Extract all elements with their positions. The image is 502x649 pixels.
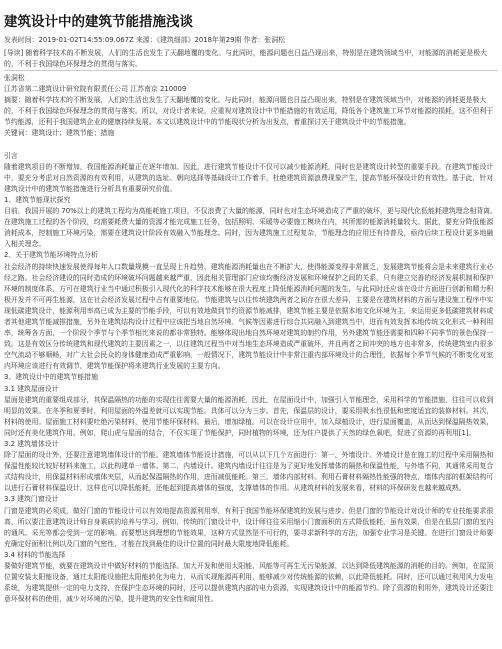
abstract-paragraph: 摘要：随着科学技术的不断发展，人们的生活也发生了天翻地覆的变化。与此同时，能源问题也日益凸现出来，特别是在建筑领域当中，对能源的消耗更是极大的，不利于我国绿色环保理念的贯彻与落实。所以，对设计者来说，应重视对建筑设计中节能措施的有效运用，降低各个建筑施工环节对能源的损耗，这不但利于节约能源，还利于我国建筑企业的健康持续发展。本文以建筑设计中的节能现状分析为出发点，着重探讨关于建筑设计中的节能措施。: [4, 96, 494, 127]
section-heading: 引言: [4, 151, 18, 160]
subsection-heading: 3.1 建筑屋面设计: [4, 384, 59, 393]
author-name: 张洞松: [4, 74, 25, 82]
article-title: 建筑设计中的建筑节能措施浅谈: [4, 14, 193, 30]
section-heading: 3、建筑设计中的建筑节能措施: [4, 373, 98, 382]
subsection-heading: 3.3 建筑门窗设计: [4, 495, 59, 504]
author-affiliation: 江苏省第二建筑设计研究院有限责任公司 江苏南京 210009: [4, 85, 187, 94]
subsection-heading: 3.4 材料的节能选择: [4, 550, 66, 559]
body-paragraph: 目前，我国开展的 70%以上的建筑工程均为高能耗施工项目，不仅浪费了大量的能源，同时也对生态环境造成了严重的破坏，更与现代化低能耗建筑理念相背离。在建筑施工过程的各个阶段，均需要耗费大量的资源才能完成施工任务，包括照明、采暖等必要施工模块在内，其所需的能源消耗量较大。据此，要充分降低能源消耗成本，控制施工环境污染，需要在建筑设计阶段有效融入节能理念。同时，因为建筑施工过程复杂，节能理念的应用还有待普及，亟待后续工程设计更多地融入相关理念。: [4, 207, 497, 249]
keywords: 关键词：建筑设计；建筑节能；措施: [4, 129, 115, 138]
article-meta: 发表时间：2019-01-02T14:55:09.067Z 来源：《建筑细部》2018年第29期 作者：张洞松: [4, 36, 285, 44]
body-paragraph: 门窗是建筑的必须成，做好门窗的节能设计可以有效地提高资源利用率，有利于我国节能环保建筑的发展与进步。但是门窗的节能设计对设计师的专业技能要求很高，所以要注意建筑设计师自身素质的培养与学习。例如，传统的门窗设计中，设计师往往采用缩小门窗面积的方式降低能耗，虽有效果，但是在低层门窗的室内的通风、采光等都会受到一定的影响。而要想达到理想的节能效果，这种方式显然是不可行的，要寻求新科学的方法，加强专业学习是关键。在进行门窗设计师要充确定好面积比例以及门窗的气密性，才能在找到最佳的设计位置的同时最大限度地降低能耗。: [4, 506, 494, 548]
body-paragraph: 除了屋面的设计外，还要注意建筑墙体设计的节能。建筑墙体节能设计措施，可以从以下几个方面进行：第一，外墙设计。外墙设计是在施工的过程中采用隔热和保温性能较比较好材料来施工，以此构建单一墙体。第二，内墙设计。建筑内墙设计往往是为了更好地发挥墙体的隔热和保温性能，与外墙不同，其通常采用复合式结构设计，用保温材料形成墙体夹层，从而起保温隔热的作用，进而减低能耗。第三，墙体内部材料。利用石膏材料隔热性能强的特点，墙体内部的框架结构可以进行石膏材料保温设计，这样也可以降低能耗，还能起到提高墙体的强度，支撑墙体的作用。从建筑材料的发展来看，材料的环保研发也越来越成熟。: [4, 451, 494, 493]
body-paragraph: 随着建筑项目的不断增加，我国能源消耗量正在逐年增加。因此，进行建筑节能设计不仅可以减少能源消耗，同时也是建筑设计转型的重要手段。在建筑节能设计中，要充分考虑对自然资源的有效利用，从建筑的选址、朝向选择等基础设计工作着手，杜绝建筑资源浪费现象产生，提高节能环保设计的有效性。基于此，针对建筑设计中的建筑节能措施进行分析具有重要研究价值。: [4, 162, 494, 193]
body-paragraph: 屋面是建筑的重要组成部分，其保温隔热的功能的实现往往需要大量的能源消耗，因此，在屋面设计中，加强引入节能理念，采用科学的节能措施，往往可以收到明显的效果。在冬季和夏季时，利用屋面的外温差就可以实现节能。具体可以分为三步。首先，保温层的设计，要采用吸水性很低和密度适宜的装修材料。其次，材料的使用。屋面施工材料要吐绝污染材料，使用节能环保材料。最后，增加绿植。可以在设计应用中，加入绿植设计，进行屋面覆盖，从而达到保温隔热效果，同时还有美化建筑作用。例如，爬山虎与屋面的结合，不仅实现了节能保护，同时植物的环境，还为住户提供了天然的绿色氧吧，促进了资源的再利用[1]。: [4, 395, 494, 437]
spacer: [4, 140, 498, 151]
section-heading: 2、关于建筑节能环境特点分析: [4, 251, 98, 260]
subsection-heading: 3.2 建筑墙体设计: [4, 440, 59, 448]
body-paragraph: 社会经济的持续快速发展使得每年人口数量规模一直呈现上升趋势，建筑能源消耗量也在不断扩大，使得能源变得非常匮乏，发展建筑节能将会是未来建筑行业必经之路。社会经济建设的同时造成的环境破坏问题越来越严重，因此相关管理部门应该均衡经济发展和环境保护之间的关系，只有建立完善的经济发展机制和保护环境的制度体系，方可在建筑行业当中通过积极引入现代化的科学技术能够在很大程度上降低能源消耗问题的发生，与此同时还应该在设计方面进行创新和精力积极开发并不可再生能源，这在社会经济发展过程中占有重要地位。节能建筑与以往传统建筑两者之间存在很大差异，主要是在建筑材料的方面与建设施工程序中实现低碳建筑设计，能源利用率高已成为主要的节能手段，可以有效地做到节约资源节能减排，建筑节能主要是依据本地文化环境为主，来运用更多低碳建筑材料或者其他建筑节能减排措施，另外在建筑结构设计过程中应该把当地自然环境、气候等因素进行综合共同融入到建筑当中，进而有效发挥本地传统文化形式一种利用率，统筹各方面，一个阶段个季节与个季节相比来说的都非常独特。能够体现出地自然环境对建筑的制约作用，另外建筑节能还需要和四种不同季节的景色保持一致。这是有效区分传统建筑和现代建筑的主要因素之一，以往建筑过程当中对当地生态环境造成严重破坏，并且两者之间冲突的地方也非常多，传统建筑室内很多空气流动不够顺畅，对广大社会民众的身体健康造成严重影响，一般情况下，建筑节能设计中非常注重内部环境设计的合理性，依据每个季节气候的不断变化对室内环境应该进行有效调节，建筑节能保护将来建筑行业发展的主要方向。: [4, 262, 494, 371]
divider: [4, 70, 498, 71]
body-paragraph: 要做好建筑节能，就要在建筑设计中做好材料的节能选择。加大开发和使用太阳能、风能等可再生无污染能源，以达到降低建筑能源的消耗的目的。例如，在屋顶位置安装太阳能设备，通过太阳能设施把太阳能转化为电力，从而实现能源再利用，能够减少对传统能源的依赖，以此降低能耗。同时，还可以通过利用风力发电系统，为建筑提供一定的电力支持，在保护生态环境的同时，还可以提供建筑内部的电力资源，实现建筑设计中的能源节约。除了资源的利用外，建筑设计还要注意环保材料的使用，减少对环境的污染，提升建筑的安全性和耐用性。: [4, 562, 494, 604]
article-body: [4, 73, 498, 605]
article-lead: [导读] 随着科学技术的不断发展，人们的生活也发生了天翻地覆的变化。与此同时，能源问题也日益凸现出来，特别是在建筑领域当中，对能源的消耗更是极大的，不利于我国绿色环保理念的贯彻与落实。: [4, 49, 488, 69]
section-heading: 1、建筑节能现状探究: [4, 195, 71, 204]
